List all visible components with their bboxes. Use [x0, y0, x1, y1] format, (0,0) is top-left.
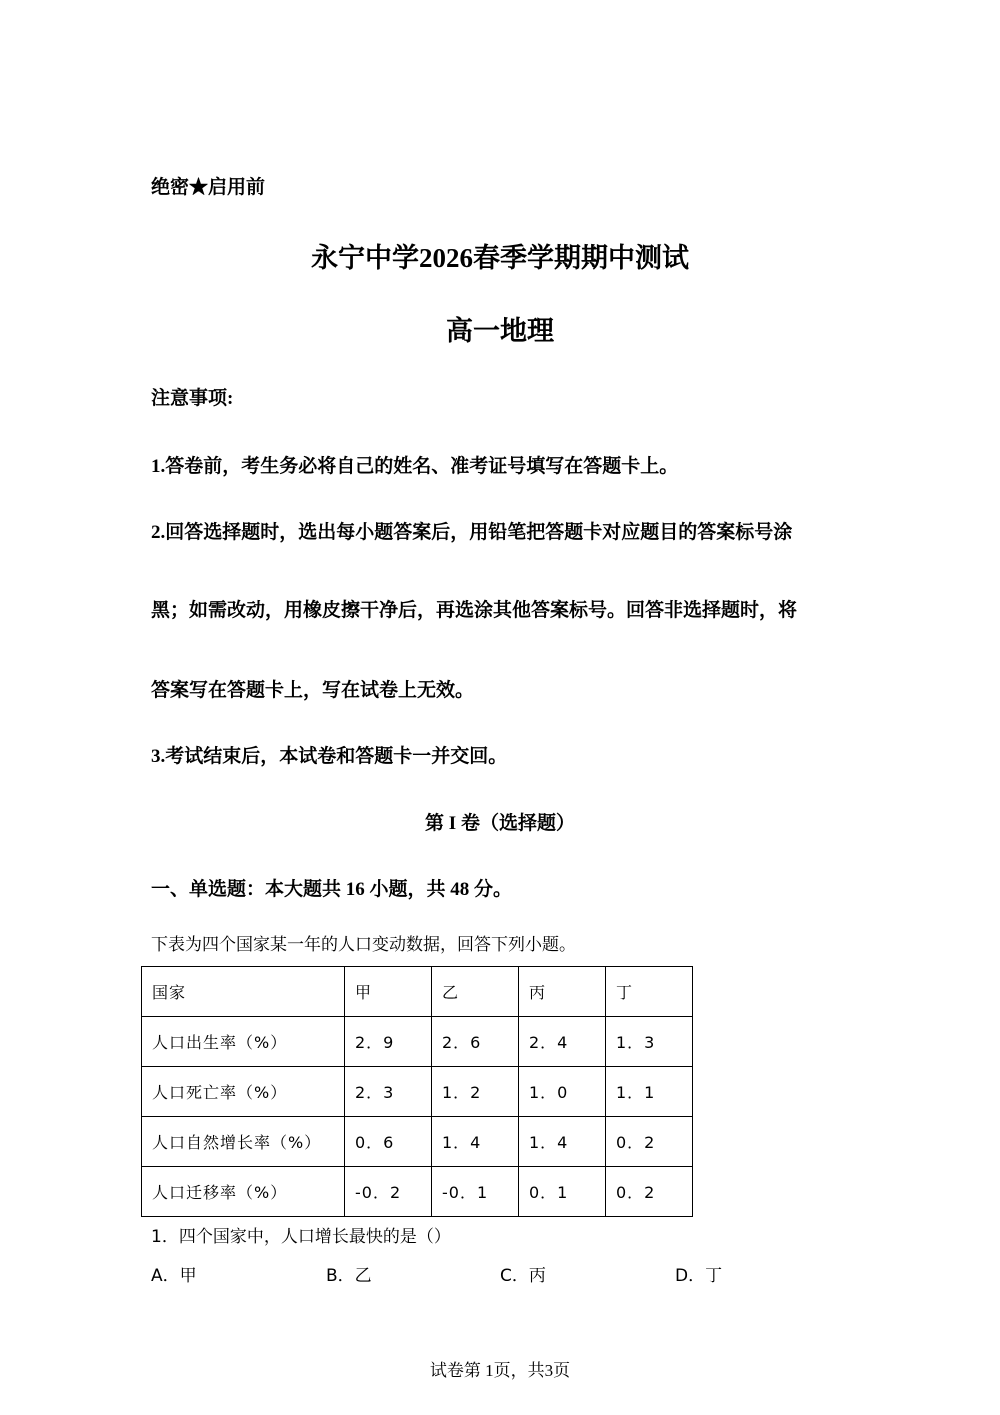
table-cell: 0．2 [606, 1167, 693, 1217]
table-cell: 1．3 [606, 1017, 693, 1067]
table-cell: 人口死亡率（%） [142, 1067, 345, 1117]
exam-subject: 高一地理 [446, 316, 554, 346]
section-title: 一、单选题：本大题共 16 小题，共 48 分。 [151, 879, 513, 900]
exam-title: 永宁中学2026春季学期期中测试 [311, 243, 689, 273]
table-cell: 1．4 [432, 1117, 519, 1167]
page-footer: 试卷第 1页，共3页 [429, 1361, 571, 1380]
table-row [142, 1117, 693, 1167]
table-cell: 2．4 [519, 1017, 606, 1067]
table-cell: 2．9 [345, 1017, 432, 1067]
table-cell: 0．2 [606, 1117, 693, 1167]
question-intro: 下表为四个国家某一年的人口变动数据，回答下列小题。 [151, 935, 576, 955]
notice-item-2-line-2: 黑；如需改动，用橡皮擦干净后，再选涂其他答案标号。回答非选择题时，将 [151, 600, 798, 621]
table-cell: 2．6 [432, 1017, 519, 1067]
table-cell: 1．0 [519, 1067, 606, 1117]
table-cell: 0．6 [345, 1117, 432, 1167]
notice-item-2-line-1: 2.回答选择题时，选出每小题答案后，用铅笔把答题卡对应题目的答案标号涂 [151, 522, 793, 543]
question-1-stem: 1．四个国家中，人口增长最快的是（） [151, 1227, 451, 1247]
table-cell: 丙 [519, 967, 606, 1017]
notice-item-2-line-3: 答案写在答题卡上，写在试卷上无效。 [151, 680, 475, 701]
table-row [142, 1017, 693, 1067]
option-d[interactable]: D．丁 [675, 1266, 723, 1286]
table-cell: 丁 [606, 967, 693, 1017]
table-cell: 人口自然增长率（%） [142, 1117, 345, 1167]
table-row [142, 1167, 693, 1217]
notice-heading: 注意事项: [151, 388, 234, 409]
table-cell: 1．4 [519, 1117, 606, 1167]
notice-item-3: 3.考试结束后，本试卷和答题卡一并交回。 [151, 746, 508, 767]
notice-item-1: 1.答卷前，考生务必将自己的姓名、准考证号填写在答题卡上。 [151, 456, 679, 477]
table-header-row [142, 967, 693, 1017]
table-cell: -0．2 [345, 1167, 432, 1217]
option-b[interactable]: B．乙 [326, 1266, 372, 1286]
table-cell: 1．1 [606, 1067, 693, 1117]
secret-mark: 绝密★启用前 [151, 177, 266, 198]
table-cell: 甲 [345, 967, 432, 1017]
population-table [141, 966, 693, 1217]
volume-title: 第 I 卷（选择题） [425, 813, 575, 834]
table-cell: 人口迁移率（%） [142, 1167, 345, 1217]
table-cell: 1．2 [432, 1067, 519, 1117]
table-cell: 2．3 [345, 1067, 432, 1117]
option-c[interactable]: C．丙 [500, 1266, 546, 1286]
table-cell: 国家 [142, 967, 345, 1017]
table-row [142, 1067, 693, 1117]
option-a[interactable]: A．甲 [151, 1266, 197, 1286]
table-cell: 人口出生率（%） [142, 1017, 345, 1067]
table-cell: -0．1 [432, 1167, 519, 1217]
table-cell: 0．1 [519, 1167, 606, 1217]
table-cell: 乙 [432, 967, 519, 1017]
